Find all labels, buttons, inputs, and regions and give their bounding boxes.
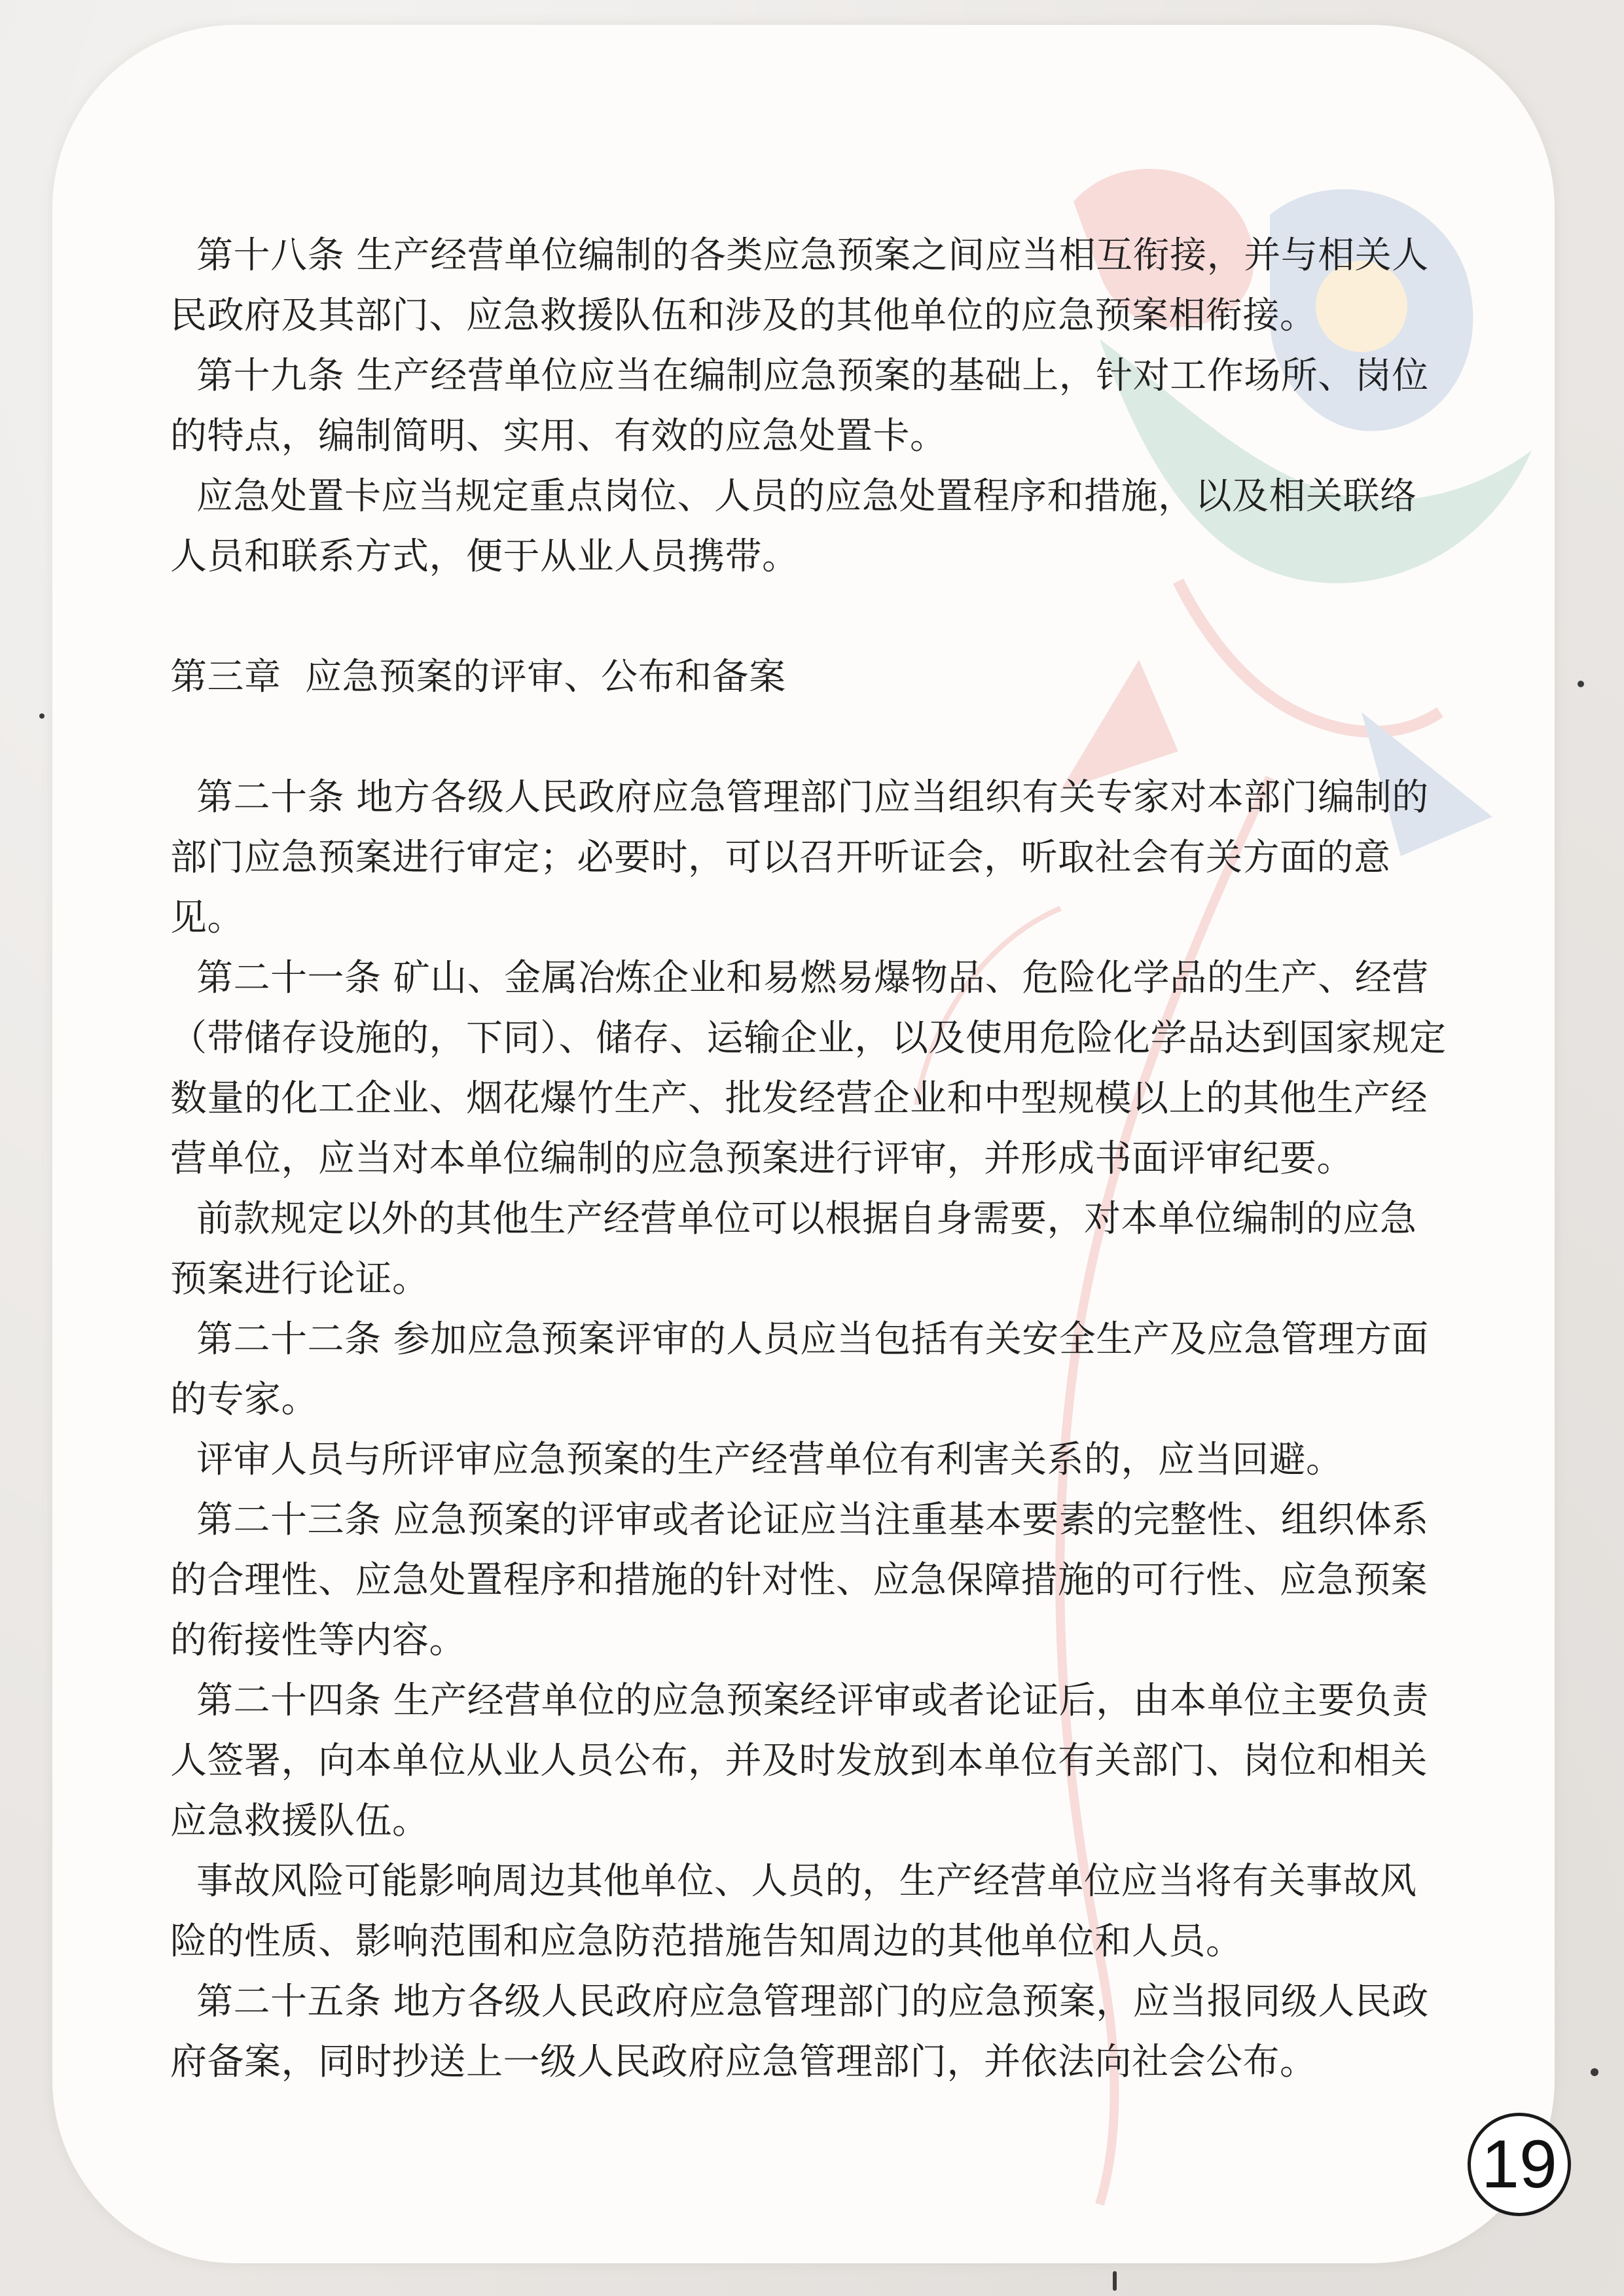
article-23-paragraph: 第二十三条 应急预案的评审或者论证应当注重基本要素的完整性、组织体系的合理性、应急处置程序和措施的针对性、应急保障措施的可行性、应急预案的衔接性等内容。 [170,1499,1429,1662]
spacer [170,708,1453,768]
article-21-supplement-paragraph: 前款规定以外的其他生产经营单位可以根据自身需要，对本单位编制的应急预案进行论证。 [170,1198,1417,1300]
article-19-paragraph: 第十九条 生产经营单位应当在编制应急预案的基础上，针对工作场所、岗位的特点，编制简明、实用、有效的应急处置卡。 [170,355,1429,457]
article-24-paragraph: 第二十四条 生产经营单位的应急预案经评审或者论证后，由本单位主要负责人签署，向本单位从业人员公布，并及时发放到本单位有关部门、岗位和相关应急救援队伍。 [170,1679,1429,1842]
article-22-paragraph: 第二十二条 参加应急预案评审的人员应当包括有关安全生产及应急管理方面的专家。 [170,1318,1429,1421]
background-speck [1113,2271,1117,2291]
page-number: 19 [1481,2126,1557,2202]
page-number-badge [1468,2113,1571,2216]
article-24-supplement-paragraph: 事故风险可能影响周边其他单位、人员的，生产经营单位应当将有关事故风险的性质、影响范围和应急防范措施告知周边的其他单位和人员。 [170,1860,1417,1963]
regulation-text [170,226,1453,2157]
emergency-card-paragraph: 应急处置卡应当规定重点岗位、人员的应急处置程序和措施，以及相关联络人员和联系方式，便于从业人员携带。 [170,475,1417,578]
spacer [170,587,1453,647]
chapter-title: 第三章 应急预案的评审、公布和备案 [170,656,786,698]
background-speck [39,713,45,719]
article-20-paragraph: 第二十条 地方各级人民政府应急管理部门应当组织有关专家对本部门编制的部门应急预案进行审定；必要时，可以召开听证会，听取社会有关方面的意见。 [170,776,1429,939]
article-21-paragraph: 第二十一条 矿山、金属冶炼企业和易燃易爆物品、危险化学品的生产、经营（带储存设施的，下同）、储存、运输企业，以及使用危险化学品达到国家规定数量的化工企业、烟花爆竹生产、批发经营企业和中型规模以上的其他生产经营单位，应当对本单位编制的应急预案进行评审，并形成书面评审纪要。 [170,957,1447,1180]
background-speck [1591,2068,1598,2076]
article-22-supplement-paragraph: 评审人员与所评审应急预案的生产经营单位有利害关系的，应当回避。 [196,1439,1343,1481]
background-speck [1578,681,1584,687]
article-25-paragraph: 第二十五条 地方各级人民政府应急管理部门的应急预案，应当报同级人民政府备案，同时抄送上一级人民政府应急管理部门，并依法向社会公布。 [170,1981,1429,2083]
article-18-paragraph: 第十八条 生产经营单位编制的各类应急预案之间应当相互衔接，并与相关人民政府及其部门、应急救援队伍和涉及的其他单位的应急预案相衔接。 [170,234,1429,337]
